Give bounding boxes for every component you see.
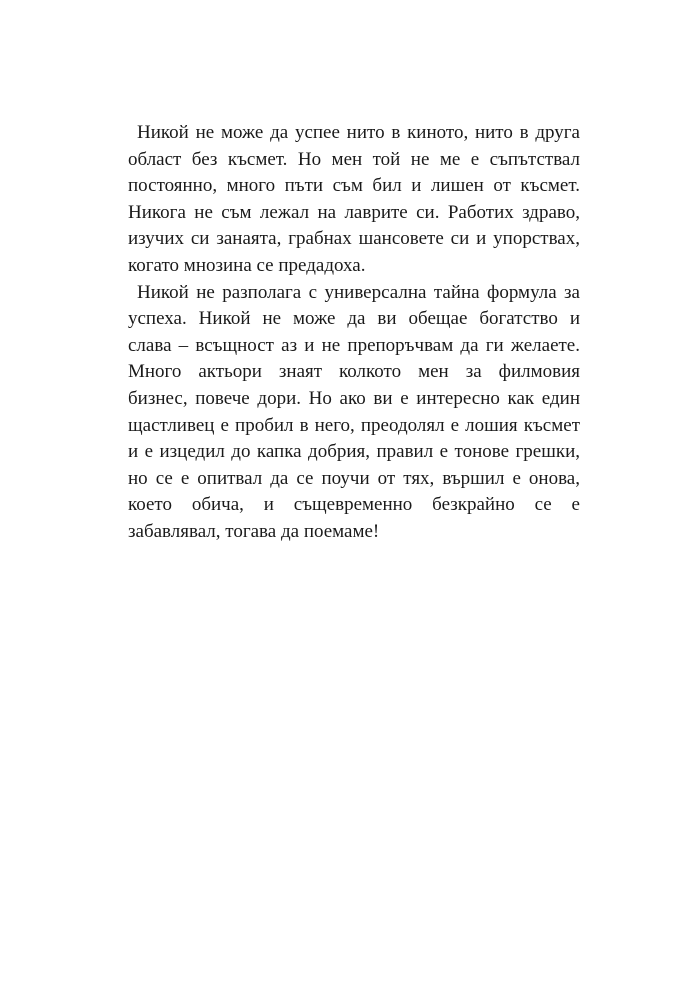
text-line: забавлявал, тогава да поемаме! <box>128 520 380 542</box>
text-line: област без късмет. Но мен той не ме е съпътствал <box>128 148 580 170</box>
text-line: Никога не съм лежал на лаврите си. Работих здраво, <box>128 201 580 223</box>
text-line: и е изцедил до капка добрия, правил е тонове грешки, <box>128 441 580 463</box>
text-line: когато мнозина се предадоха. <box>128 254 366 276</box>
text-line: Много актьори знаят колкото мен за филмовия <box>128 361 580 383</box>
text-line: което обича, и същевременно безкрайно се е <box>128 494 580 516</box>
text-line: изучих си занаята, грабнах шансовете си и упорствах, <box>128 228 580 250</box>
paragraph-2 <box>128 280 580 546</box>
text-line: но се е опитвал да се поучи от тях, вършил е онова, <box>128 467 580 489</box>
text-line: слава – всъщност аз и не препоръчвам да ги желаете. <box>128 334 580 356</box>
text-line: успеха. Никой не може да ви обещае богатство и <box>128 308 580 330</box>
text-line: щастливец е пробил в него, преодолял е лошия късмет <box>128 414 580 436</box>
body-text <box>128 120 580 546</box>
text-line: Никой не може да успее нито в киното, нито в друга <box>137 122 580 143</box>
text-line: бизнес, повече дори. Но ако ви е интересно как един <box>128 387 580 409</box>
text-line: постоянно, много пъти съм бил и лишен от късмет. <box>128 175 580 197</box>
paragraph-1 <box>128 120 580 280</box>
text-line: Никой не разполага с универсална тайна формула за <box>137 281 580 303</box>
